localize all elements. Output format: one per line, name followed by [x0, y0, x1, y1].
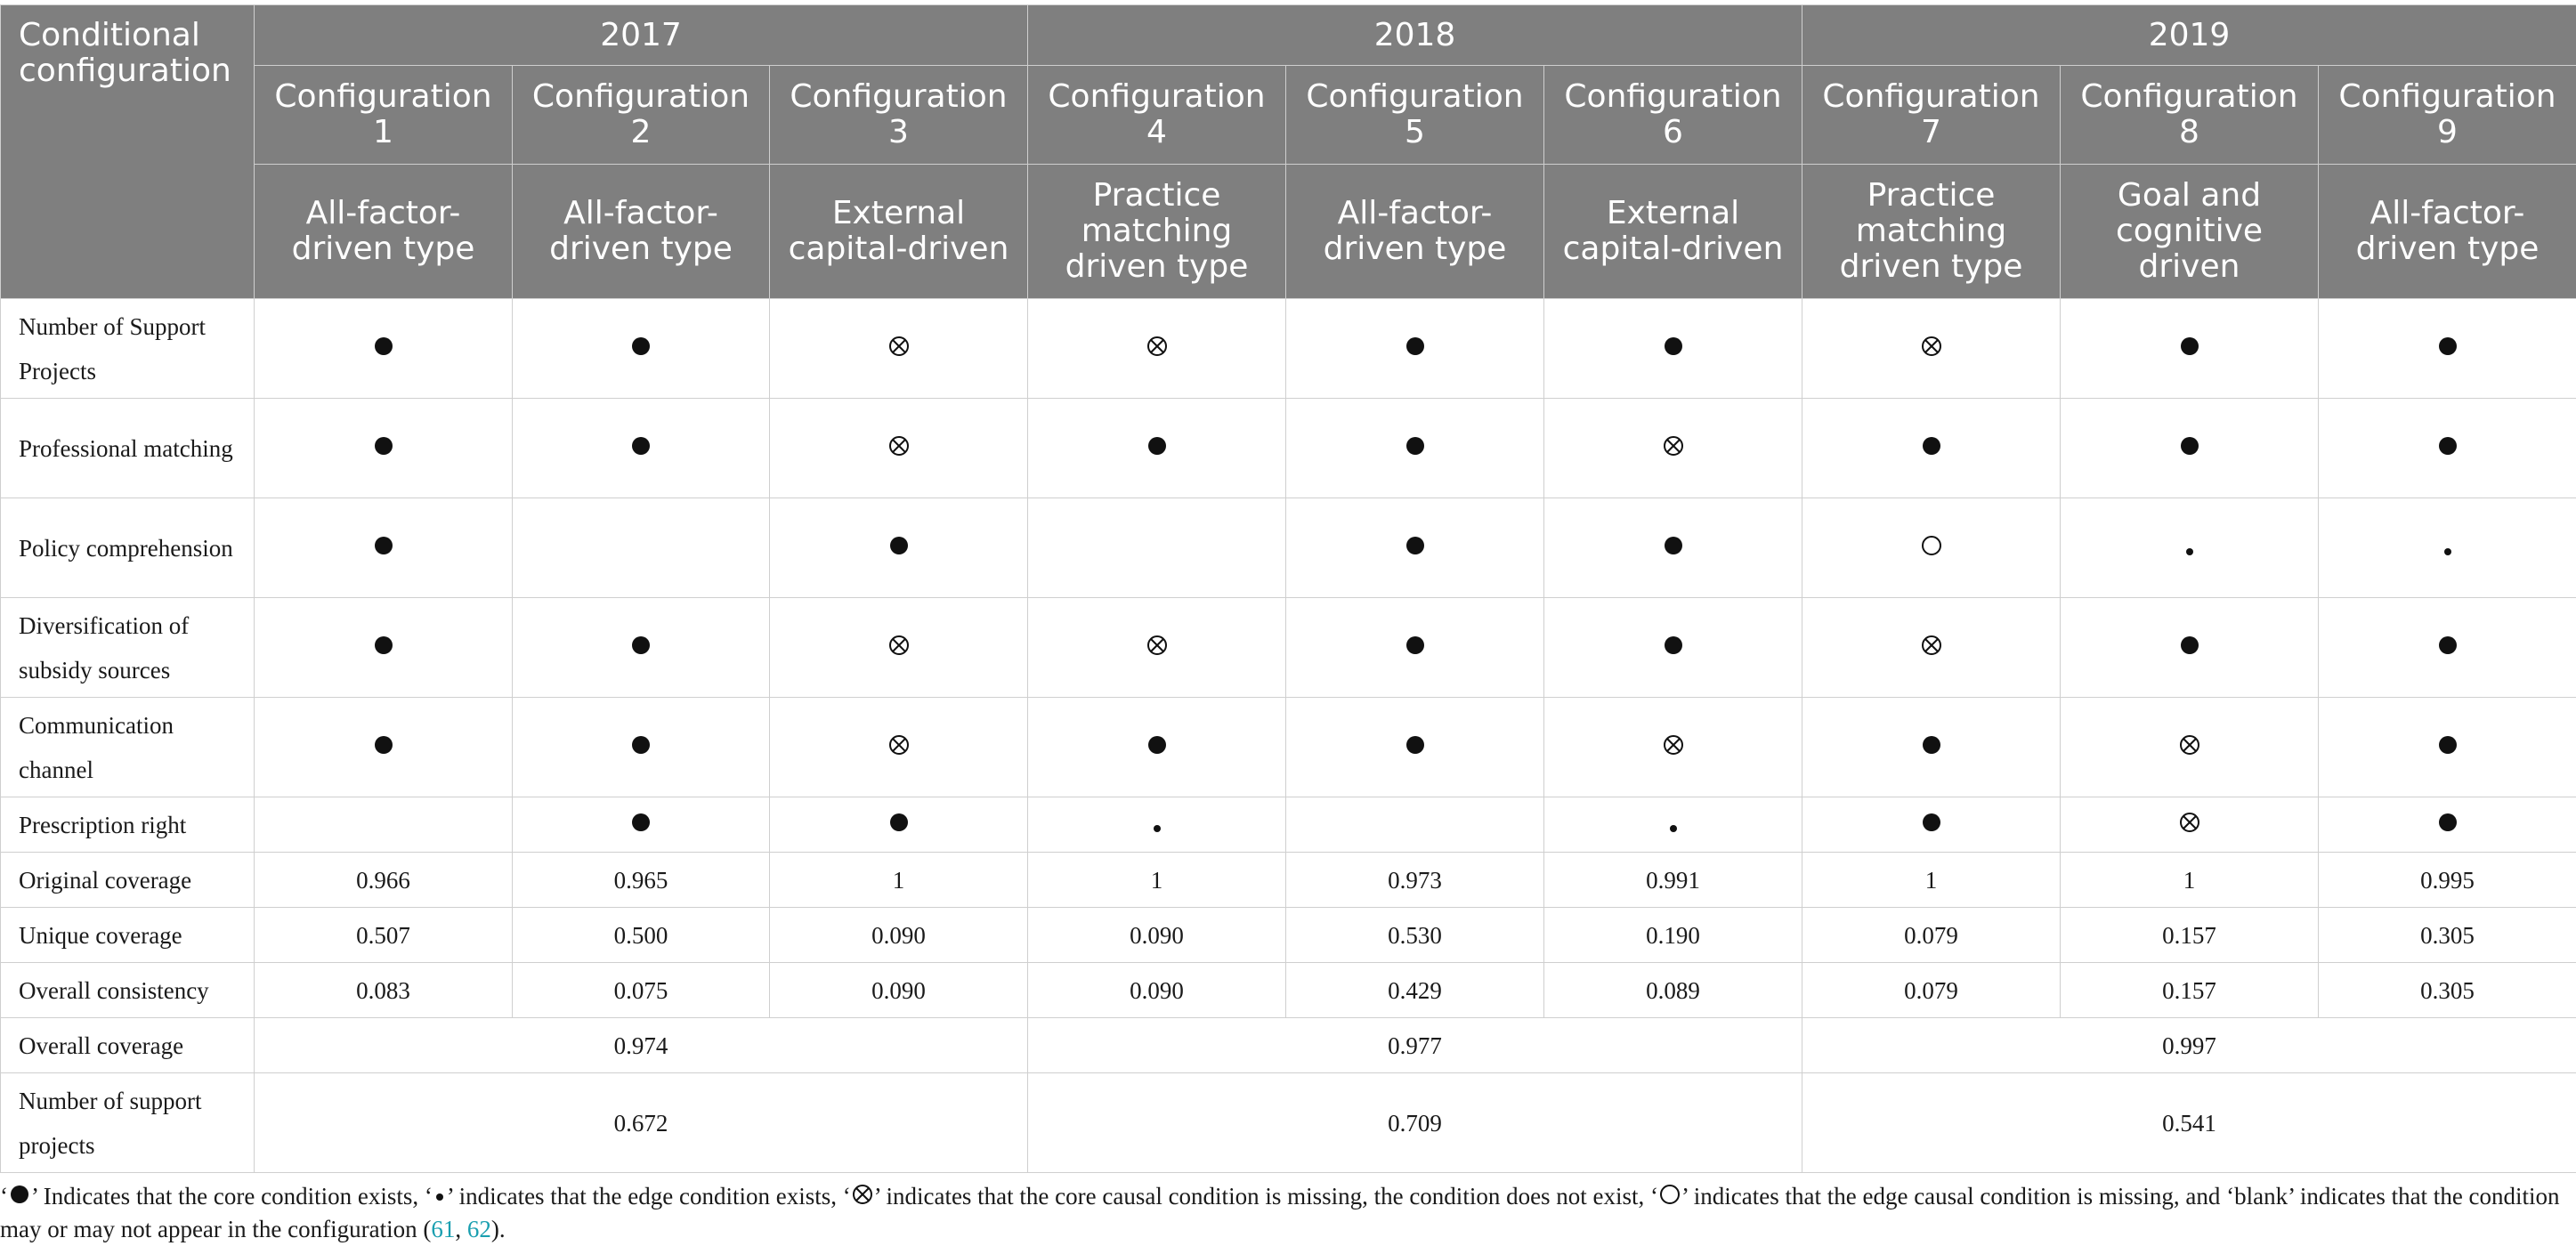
config-type-header: All-factor-driven type [255, 165, 513, 299]
condition-cell [2061, 498, 2319, 598]
metric-cell: 1 [770, 853, 1028, 908]
metric-cell: 0.305 [2319, 908, 2576, 963]
config-header: Configuration 5 [1286, 66, 1544, 165]
summary-row [1, 1018, 2576, 1073]
row-label: Overall coverage [1, 1018, 255, 1073]
condition-cell [513, 299, 770, 399]
condition-cell [1544, 299, 1802, 399]
metric-row [1, 908, 2576, 963]
core-condition-icon [1920, 804, 1943, 848]
config-type-header: All-factor-driven type [1286, 165, 1544, 299]
condition-cell [1286, 598, 1544, 698]
config-header: Configuration 4 [1028, 66, 1286, 165]
condition-row [1, 498, 2576, 598]
condition-cell [1544, 498, 1802, 598]
core-condition-icon [1404, 427, 1427, 472]
core-missing-icon [1146, 328, 1169, 372]
core-condition-icon [2178, 627, 2201, 671]
condition-cell [770, 299, 1028, 399]
core-condition-icon [1920, 427, 1943, 472]
condition-cell [1286, 698, 1544, 797]
core-condition-icon [887, 527, 911, 571]
core-missing-icon [1146, 627, 1169, 671]
condition-cell [1802, 498, 2061, 598]
citation-link[interactable]: 62 [466, 1216, 491, 1243]
core-condition-icon [1662, 527, 1685, 571]
condition-cell [1286, 797, 1544, 853]
metric-cell: 0.507 [255, 908, 513, 963]
metric-row [1, 853, 2576, 908]
config-type-header: External capital-driven [1544, 165, 1802, 299]
core-condition-icon [372, 328, 395, 372]
summary-cell: 0.997 [1802, 1018, 2576, 1073]
core-condition-icon [629, 804, 652, 848]
core-missing-icon [1920, 328, 1943, 372]
core-condition-icon [372, 726, 395, 771]
config-header: Configuration 6 [1544, 66, 1802, 165]
footnote-separator: , [455, 1216, 467, 1243]
condition-cell [1286, 399, 1544, 498]
core-condition-icon [2178, 328, 2201, 372]
edge-missing-icon [1920, 527, 1943, 571]
condition-row [1, 299, 2576, 399]
row-label: Communication channel [1, 698, 255, 797]
condition-cell [1028, 498, 1286, 598]
condition-row [1, 698, 2576, 797]
condition-cell [513, 698, 770, 797]
condition-row [1, 399, 2576, 498]
condition-cell [1802, 698, 2061, 797]
condition-cell [513, 797, 770, 853]
summary-cell: 0.974 [255, 1018, 1028, 1073]
core-condition-icon [1662, 328, 1685, 372]
condition-cell [255, 399, 513, 498]
metric-cell: 0.083 [255, 963, 513, 1018]
metric-cell: 0.973 [1286, 853, 1544, 908]
core-missing-icon [1662, 427, 1685, 472]
metric-cell: 0.190 [1544, 908, 1802, 963]
metric-cell: 0.965 [513, 853, 770, 908]
core-condition-icon [629, 627, 652, 671]
edge-condition-icon [2184, 527, 2195, 571]
condition-cell [2319, 797, 2576, 853]
condition-cell [770, 698, 1028, 797]
condition-cell [2319, 299, 2576, 399]
condition-cell [1544, 598, 1802, 698]
config-type-header: Practice matching driven type [1028, 165, 1286, 299]
condition-cell [255, 498, 513, 598]
metric-cell: 0.530 [1286, 908, 1544, 963]
condition-cell [1802, 797, 2061, 853]
edge-condition-icon [1152, 804, 1162, 848]
core-missing-icon [2178, 804, 2201, 848]
table-footnote [0, 1181, 2572, 1245]
footnote-text: ’ indicates that the edge causal condition is missing, and ‘blank’ indicates that the condition may or may not appear in the configuration ( [0, 1183, 2560, 1243]
core-missing-icon [2178, 726, 2201, 771]
metric-cell: 0.157 [2061, 908, 2319, 963]
row-label: Diversification of subsidy sources [1, 598, 255, 698]
metric-cell: 0.429 [1286, 963, 1544, 1018]
footnote-text: ’ indicates that the edge condition exists, ‘ [446, 1183, 851, 1210]
config-type-header: External capital-driven [770, 165, 1028, 299]
config-header: Configuration 7 [1802, 66, 2061, 165]
row-label: Number of Support Projects [1, 299, 255, 399]
corner-header: Conditional configuration [1, 5, 255, 299]
row-label: Number of support projects [1, 1073, 255, 1173]
condition-cell [2319, 498, 2576, 598]
metric-cell: 0.089 [1544, 963, 1802, 1018]
row-label: Overall consistency [1, 963, 255, 1018]
edge-condition-legend-icon [433, 1183, 447, 1214]
core-condition-icon [887, 804, 911, 848]
metric-cell: 1 [2061, 853, 2319, 908]
condition-row [1, 797, 2576, 853]
metric-cell: 1 [1802, 853, 2061, 908]
core-condition-icon [629, 328, 652, 372]
metric-cell: 0.500 [513, 908, 770, 963]
core-condition-icon [1146, 427, 1169, 472]
core-condition-icon [1920, 726, 1943, 771]
config-header: Configuration 3 [770, 66, 1028, 165]
citation-link[interactable]: 61 [431, 1216, 456, 1243]
edge-condition-icon [2442, 527, 2453, 571]
metric-cell: 0.090 [770, 963, 1028, 1018]
year-header-2019: 2019 [1802, 5, 2576, 66]
condition-cell [770, 399, 1028, 498]
summary-cell: 0.709 [1028, 1073, 1802, 1173]
summary-row [1, 1073, 2576, 1173]
metric-cell: 0.075 [513, 963, 770, 1018]
condition-cell [2319, 399, 2576, 498]
core-condition-icon [372, 627, 395, 671]
core-condition-icon [1404, 328, 1427, 372]
core-missing-icon [887, 627, 911, 671]
metric-cell: 0.079 [1802, 908, 2061, 963]
condition-cell [770, 797, 1028, 853]
metric-cell: 0.090 [1028, 908, 1286, 963]
condition-cell [2061, 797, 2319, 853]
condition-cell [1802, 598, 2061, 698]
footnote-text: ’ indicates that the core causal condition is missing, the condition does not exist, ‘ [873, 1183, 1659, 1210]
core-condition-icon [2178, 427, 2201, 472]
core-condition-icon [2436, 627, 2459, 671]
metric-cell: 0.090 [1028, 963, 1286, 1018]
metric-cell: 0.995 [2319, 853, 2576, 908]
condition-cell [1028, 299, 1286, 399]
condition-cell [1802, 399, 2061, 498]
core-condition-icon [2436, 328, 2459, 372]
condition-cell [255, 797, 513, 853]
summary-cell: 0.541 [1802, 1073, 2576, 1173]
condition-cell [513, 399, 770, 498]
year-header-2017: 2017 [255, 5, 1028, 66]
condition-cell [1028, 399, 1286, 498]
config-type-header: Goal and cognitive driven [2061, 165, 2319, 299]
condition-cell [1544, 698, 1802, 797]
row-label: Original coverage [1, 853, 255, 908]
core-condition-icon [1662, 627, 1685, 671]
metric-cell: 0.090 [770, 908, 1028, 963]
condition-cell [1028, 698, 1286, 797]
core-missing-icon [887, 726, 911, 771]
core-condition-icon [1146, 726, 1169, 771]
core-missing-icon [887, 328, 911, 372]
config-type-header: Practice matching driven type [1802, 165, 2061, 299]
core-condition-legend-icon [8, 1183, 31, 1214]
condition-cell [2319, 698, 2576, 797]
metric-cell: 0.966 [255, 853, 513, 908]
condition-cell [2061, 598, 2319, 698]
metric-cell: 0.157 [2061, 963, 2319, 1018]
core-missing-legend-icon [851, 1183, 874, 1214]
core-missing-icon [1920, 627, 1943, 671]
condition-cell [1544, 399, 1802, 498]
summary-cell: 0.977 [1028, 1018, 1802, 1073]
config-header: Configuration 8 [2061, 66, 2319, 165]
config-type-header: All-factor-driven type [2319, 165, 2576, 299]
condition-cell [1286, 498, 1544, 598]
condition-cell [770, 498, 1028, 598]
edge-condition-icon [1668, 804, 1679, 848]
condition-cell [1028, 797, 1286, 853]
core-condition-icon [629, 427, 652, 472]
config-header: Configuration 2 [513, 66, 770, 165]
core-condition-icon [1404, 527, 1427, 571]
core-condition-icon [1404, 726, 1427, 771]
config-type-header: All-factor-driven type [513, 165, 770, 299]
metric-cell: 0.079 [1802, 963, 2061, 1018]
row-label: Policy comprehension [1, 498, 255, 598]
metric-cell: 0.305 [2319, 963, 2576, 1018]
condition-cell [513, 498, 770, 598]
config-header: Configuration 1 [255, 66, 513, 165]
condition-cell [2319, 598, 2576, 698]
core-condition-icon [2436, 726, 2459, 771]
core-missing-icon [1662, 726, 1685, 771]
row-label: Professional matching [1, 399, 255, 498]
edge-missing-legend-icon [1658, 1183, 1681, 1214]
row-label: Unique coverage [1, 908, 255, 963]
condition-cell [1028, 598, 1286, 698]
year-header-2018: 2018 [1028, 5, 1802, 66]
metric-cell: 0.991 [1544, 853, 1802, 908]
condition-cell [255, 299, 513, 399]
metric-cell: 1 [1028, 853, 1286, 908]
core-condition-icon [2436, 804, 2459, 848]
qca-configuration-table [0, 4, 2576, 1173]
core-condition-icon [372, 427, 395, 472]
core-missing-icon [887, 427, 911, 472]
core-condition-icon [2436, 427, 2459, 472]
row-label: Prescription right [1, 797, 255, 853]
condition-cell [1544, 797, 1802, 853]
footnote-text: ‘ [0, 1183, 8, 1210]
condition-row [1, 598, 2576, 698]
core-condition-icon [372, 527, 395, 571]
condition-cell [1286, 299, 1544, 399]
condition-cell [255, 598, 513, 698]
footnote-text: ). [490, 1216, 506, 1243]
condition-cell [1802, 299, 2061, 399]
metric-row [1, 963, 2576, 1018]
summary-cell: 0.672 [255, 1073, 1028, 1173]
core-condition-icon [1404, 627, 1427, 671]
condition-cell [513, 598, 770, 698]
config-header: Configuration 9 [2319, 66, 2576, 165]
condition-cell [2061, 399, 2319, 498]
condition-cell [2061, 299, 2319, 399]
footnote-text: ’ Indicates that the core condition exists, ‘ [31, 1183, 433, 1210]
condition-cell [255, 698, 513, 797]
core-condition-icon [629, 726, 652, 771]
condition-cell [770, 598, 1028, 698]
condition-cell [2061, 698, 2319, 797]
